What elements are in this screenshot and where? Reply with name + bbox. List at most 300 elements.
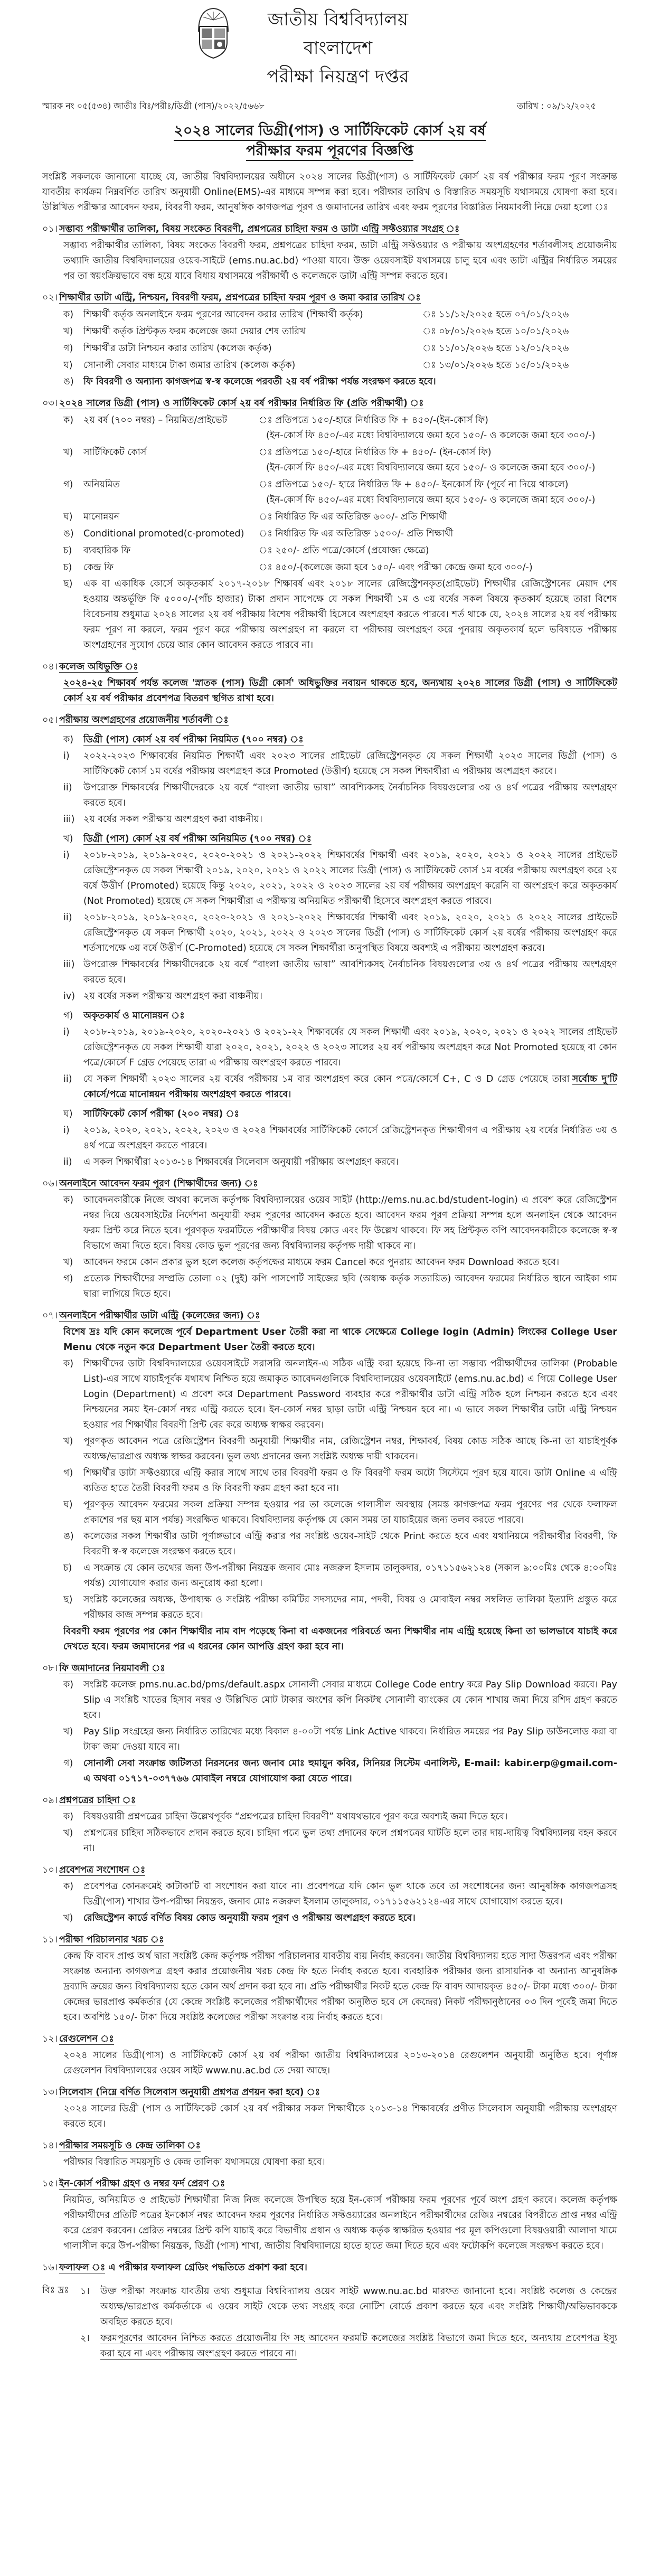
item-text-wrap: [83, 1561, 617, 1591]
row-label: [63, 341, 422, 356]
section-title-wrap: [59, 2085, 320, 2100]
row-marker: ক): [63, 309, 74, 320]
section-heading: [42, 1661, 617, 1676]
list-item: [63, 957, 617, 988]
schedule-row: [63, 324, 617, 339]
item-label: iii): [63, 814, 75, 825]
section: [42, 1932, 617, 2025]
item-text: Pay Slip সংগ্রহের জন্য নির্ধারিত তারিখের মধ্যে বিকাল ৪-০০টা পর্যন্ত Link Active থাকবে। নির্ধারিত সময়ের পর Pay Slip ডাউনলোড করা বা টাকা জমা দেওয়া যাবে না।: [83, 1726, 617, 1752]
item-text-wrap: [83, 1123, 617, 1154]
organization-name: [259, 5, 417, 91]
paragraph: [63, 2101, 617, 2132]
item-text: বিষয়ওয়ারী প্রশ্নপত্রের চাহিদা উল্লেখপূর্বক “প্রশ্নপত্রের চাহিদা বিবরণী” যথাযথভাবে পূরণ করে অবশ্যই জমা দিতে হবে।: [83, 1811, 508, 1822]
item-label: গ): [63, 1273, 73, 1284]
subsection-title: সার্টিফিকেট কোর্স পরীক্ষা (২০০ নম্বর) ঃ: [83, 1109, 239, 1119]
section-number: ০৫।: [42, 715, 58, 725]
section-body: [63, 307, 617, 390]
row-value: ঃ ১৩/০১/২০২৬ হতে ১৫/০১/২০২৬: [422, 360, 569, 371]
item-text: উপরোক্ত শিক্ষাবর্ষের শিক্ষার্থীদেরকে ২য় বর্ষে “বাংলা জাতীয় ভাষা” আবশ্যিকসহ নৈর্বাচনিক বিষয়গুলোর ৩য় ও ৪র্থ পত্রের পরীক্ষায় অংশগ্রহণ করতে হবে।: [83, 959, 617, 985]
item-text-wrap: [83, 577, 617, 653]
item-text-wrap: [83, 749, 617, 779]
list-item: [63, 1356, 617, 1433]
row-value: ঃ ১১/০১/২০২৬ হতে ১২/০১/২০২৬: [422, 343, 569, 354]
footnote-number: ২।: [80, 2333, 90, 2344]
row-value: ঃ ১১/১২/২০২৫ হতে ০৭/০১/২০২৬: [422, 309, 569, 320]
item-label: খ): [63, 1828, 73, 1838]
row-label: [63, 324, 422, 339]
item-text-wrap: [83, 1756, 617, 1787]
section-heading: [42, 1176, 617, 1192]
item-label: ঙ): [63, 1531, 74, 1542]
section-heading: [42, 222, 617, 237]
paragraph: [63, 2155, 617, 2170]
item-text: ২০১৯, ২০২০, ২০২১, ২০২২, ২০২৩ ও ২০২৪ শিক্ষাবর্ষের সার্টিফিকেট কোর্সে রেজিস্ট্রেশনকৃত শিক্ষার্থীগণ এ পরীক্ষায় ২য় বর্ষের নির্ধারিত ৩য় ও ৪র্থ পত্রে অংশগ্রহণ করতে পারবে।: [83, 1125, 617, 1151]
subsection-title-wrap: [83, 1107, 617, 1122]
row-name: Conditional promoted(c-promoted): [83, 529, 244, 539]
list-item: [63, 1879, 617, 1910]
section-title-wrap: [59, 2138, 201, 2154]
paragraph: [63, 1325, 617, 1355]
list-item: [63, 1911, 617, 1926]
item-text: সংশ্লিষ্ট কলেজ pms.nu.ac.bd/pms/default.aspx সোনালী সেবার মাধ্যমে College Code entry করে Pay Slip Download করবে। Pay Slip এ সংশ্লিষ্ট খাতের হিসাব নম্বর ও উল্লিখিত মোট টাকার অংশের কপি নিকটস্থ সোনালী ব্যাংকের যে কোন শাখায় জমা দিয়ে রশিদ গ্রহণ করতে হবে।: [83, 1679, 617, 1721]
item-label: চ): [63, 1563, 72, 1573]
item-text-wrap: [83, 1809, 617, 1825]
item-text: পূরণকৃত আবেদন ফরমের সকল প্রক্রিয়া সম্পন্ন হওয়ার পর তা কলেজে গালাসীল অবস্থায় (সমস্ত কাগজপত্র ফরম পূরণের পর থেকে ফলাফল প্রকাশের পর ছয় মাস পর্যন্ত) সংরক্ষিত থাকবে। বিশ্ববিদ্যালয় কর্তৃপক্ষ যে কোন সময় তা যাচাইয়ের জন্য তলব করতে পারবে।: [83, 1499, 617, 1525]
row-marker: খ): [63, 447, 73, 458]
section-body: [63, 1949, 617, 2025]
list-item: [63, 1826, 617, 1856]
country-name: বাংলাদেশ: [303, 37, 373, 59]
list-item: [63, 1434, 617, 1465]
row-value-wrap: [422, 358, 617, 373]
item-text-wrap: [83, 1025, 617, 1071]
paragraph-text: বিশেষ দ্রঃ যদি কোন কলেজে পূর্বে Department User তৈরী করা না থাকে সেক্ষেত্রে College login (Admin) লিংকের College User Menu থেকে নতুন করে Department User তৈরী করতে হবে।: [63, 1327, 617, 1353]
fee-row: [63, 543, 617, 559]
section-body: [63, 1879, 617, 1926]
section-heading: [42, 713, 617, 728]
fee-row: [63, 509, 617, 525]
section-number: ১৪।: [42, 2140, 58, 2151]
section-heading: [42, 2138, 617, 2154]
subsection-title: অকৃতকার্য ও মানোন্নয়ন ঃ: [83, 1011, 185, 1021]
section: [42, 659, 617, 706]
paragraph-text: পরীক্ষার বিস্তারিত সময়সূচি ও কেন্দ্র তালিকা যথাসময়ে ঘোষণা করা হবে।: [63, 2157, 325, 2167]
schedule-row: [63, 307, 617, 323]
row-value-wrap: [259, 445, 617, 476]
subsection-title-wrap: [83, 832, 617, 847]
footnote-number: ১।: [80, 2286, 90, 2297]
subsection-title-wrap: [83, 1008, 617, 1024]
row-marker: ঘ): [63, 360, 73, 371]
row-note: (ইন-কোর্স ফি ৪৫০/-এর মধ্যে বিশ্ববিদ্যালয়ে জমা হবে ১৫০/- ও কলেজে জমা হবে ৩০০/-): [266, 495, 596, 505]
item-text: ২০২২-২০২৩ শিক্ষাবর্ষের নিয়মিত শিক্ষার্থী এবং ২০২৩ সালের প্রাইভেট রেজিস্ট্রেশনকৃত যে সকল শিক্ষার্থী ২০২৩ সালের ডিগ্রী (পাস) ও সার্টিফিকেট কোর্স ১ম বর্ষের পরীক্ষায় অংশগ্রহণ করে Promoted (উত্তীর্ণ) হয়েছে সে সকল শিক্ষার্থীরা এ পরীক্ষায় অংশগ্রহণ করবে।: [83, 751, 617, 777]
section: [42, 2138, 617, 2170]
row-name: শিক্ষার্থী কর্তৃক প্রিন্টকৃত ফরম কলেজে জমা দেয়ার শেষ তারিখ: [83, 326, 306, 337]
section-number: ১০।: [42, 1865, 58, 1875]
row-value: ঃ ২৫০/- প্রতি পত্রে/কোর্সে (প্রযোজ্য ক্ষেত্রে): [259, 545, 429, 556]
memo-row: [42, 98, 617, 114]
schedule-row: [63, 341, 617, 356]
section-title: পরীক্ষার সময়সূচি ও কেন্দ্র তালিকা ঃ: [59, 2140, 201, 2151]
list-item: [63, 374, 617, 390]
item-label: ঙ): [63, 376, 74, 387]
section: [42, 396, 617, 653]
item-text-wrap: [83, 780, 617, 811]
section-title-wrap: [59, 2176, 225, 2192]
item-label: গ): [63, 1468, 73, 1478]
list-item: [63, 780, 617, 811]
paragraph: [63, 238, 617, 284]
list-item: [63, 1561, 617, 1591]
item-text: ২য় বর্ষের সকল পরীক্ষায় অংশগ্রহণ করা বাঞ্চনীয়।: [83, 814, 263, 825]
item-label: গ): [63, 1758, 73, 1769]
section: [42, 1661, 617, 1787]
paragraph-text: কেন্দ্র ফি বাবদ প্রাপ্ত অর্থ দ্বারা সংশ্লিষ্ট কেন্দ্র কর্তৃপক্ষ পরীক্ষা পরিচালনার যাবতীয় ব্যয় নির্বাহ করবেন। জাতীয় বিশ্ববিদ্যালয় হতে সাদা উত্তরপত্র এবং পরীক্ষা সংক্রান্ত অন্যান্য কাগজপত্র গ্রহণ করার প্রয়োজনীয় খরচ কেন্দ্র ফি হতে নির্বাহ করতে হবে। ব্যবহারিক পরীক্ষার জন্য রাসায়নিক বা অন্যান্য আনুষঙ্গিক দ্রব্যাদি ক্রয়ের জন্য বিশ্ববিদ্যালয় হতে কোন অর্থ প্রদান করা হবে না। প্রতি পরীক্ষার্থীর নিকট হতে কেন্দ্র ফি বাবদ আদায়কৃত ৪৫০/- টাকা মধ্যে ৩০০/- টাকা কেন্দ্রের ভারপ্রাপ্ত কর্মকর্তার (যে কেন্দ্রে সংশ্লিষ্ট কলেজের পরীক্ষার্থীদের পরীক্ষা অনুষ্ঠিত হবে সে কেন্দ্রের) নিকট পরীক্ষানুষ্ঠানের ০৩ দিন পূর্বেই জমা দিতে হবে। অবশিষ্ট ১৫০/- টাকা দিয়ে সংশ্লিষ্ট কলেজের পরীক্ষা সংক্রান্ত ব্যয় নির্বাহ করতে হবে।: [63, 1951, 617, 2023]
section-body: [63, 2048, 617, 2079]
row-value-wrap: [259, 543, 617, 559]
row-label: [63, 509, 259, 525]
list-item: [63, 1123, 617, 1154]
list-item: [63, 1677, 617, 1723]
section: [42, 2260, 617, 2276]
subsection-label: গ): [63, 1011, 73, 1021]
item-label: ক): [63, 1881, 74, 1892]
item-text: পূরণকৃত আবেদন পত্রে রেজিস্ট্রেশন বিবরণী অনুযায়ী শিক্ষার্থীর নাম, রেজিস্ট্রেশন নম্বর, শিক্ষাবর্ষ, বিষয় কোড সঠিক আছে কি-না তা যাচাইপূর্বক অধ্যক্ষ/ভারপ্রাপ্ত অধ্যক্ষ স্বাক্ষর করবেন। ভুল তথ্য প্রদানের জন্য সংশ্লিষ্ট অধ্যক্ষ দায়ী থাকবেন।: [83, 1436, 617, 1462]
row-value: ঃ নির্ধারিত ফি এর অতিরিক্ত ১৫০০/- প্রতি শিক্ষার্থী: [259, 529, 454, 539]
item-text-wrap: [83, 1497, 617, 1528]
item-text: এক বা একাধিক কোর্সে অকৃতকার্য ২০১৭-২০১৮ শিক্ষাবর্ষ এবং ২০১৮ সালের রেজিস্ট্রেশনকৃত(প্রাইভেট) শিক্ষার্থীর রেজিস্ট্রেশনের মেয়াদ শেষ হওয়ায় অন্তর্ভূক্তি ফি ৫০০০/-(পাঁচ হাজার) টাকা প্রদান সাপেক্ষে যে সকল শিক্ষার্থী ১ম ও ৩য় বর্ষের সকল বিষয়ে কৃতকার্য হয়েছে তারা বিশেষ বিবেচনায় শুধুমাত্র ২০২৪ সালের ২য় বর্ষ পরীক্ষায় বিশেষ পরীক্ষার্থী হিসেবে অংশগ্রহণ করতে পারবে। শর্ত থাকে যে, ২০২৪ সালের ২য় বর্ষ পরীক্ষায় ফরম পূরণ না করলে, ফরম পূরণ করে পরীক্ষায় অংশগ্রহণ না করলে বা পরীক্ষায় অংশগ্রহণ করে পুনরায় অকৃতকার্য হলে ভবিষ্যতে পরীক্ষায় অংশগ্রহণের সুযোগ চেয়ে আর কোন আবেদন করতে পারবে না।: [83, 579, 617, 650]
row-value: ঃ প্রতিপত্রে ১৫০/-হারে নির্ধারিত ফি + ৪৫০/- (ইন-কোর্স ফি): [259, 447, 492, 458]
section-heading: [42, 2085, 617, 2100]
section-number: ০৮।: [42, 1663, 58, 1674]
item-label: ক): [63, 1811, 74, 1822]
section-number: ১১।: [42, 1935, 58, 1945]
section-heading: [42, 2176, 617, 2192]
row-value: ঃ নির্ধারিত ফি এর অতিরিক্ত ৬০০/- প্রতি শিক্ষার্থী: [259, 512, 447, 522]
list-item: [63, 1592, 617, 1623]
section: [42, 1308, 617, 1655]
section-body: [63, 1677, 617, 1787]
section-title-wrap: [59, 1932, 164, 1948]
intro-paragraph: সংশ্লিষ্ট সকলকে জানানো যাচ্ছে যে, জাতীয় বিশ্ববিদ্যালয়ের অধীনে ২০২৪ সালের ডিগ্রী(পাস) ও সার্টিফিকেট কোর্স ২য় বর্ষ পরীক্ষার ফরম পূরণ সংক্রান্ত যাবতীয় কার্যক্রম নিম্নবর্ণিত তারিখ অনুযায়ী Online(EMS)-এর মাধ্যমে সম্পন্ন করা হবে। পরীক্ষার তারিখ ও বিস্তারিত সময়সূচি যথাসময়ে ঘোষণা করা হবে। উল্লিখিত পরীক্ষার আবেদন ফরম, বিবরণী ফরম, আনুষঙ্গিক কাগজপত্র পূরণ ও জমাদানের তারিখ এবং ফরম পূরণের বিস্তারিত নিয়মাবলী নিম্নে দেয়া হলো ঃ: [42, 172, 617, 213]
list-item: [63, 1072, 617, 1102]
item-text-wrap: [83, 1271, 617, 1302]
paragraph-text: ২০২৪ সালের ডিগ্রী(পাস) ও সার্টিফিকেট কোর্স ২য় বর্ষ পরীক্ষা জাতীয় বিশ্ববিদ্যালয়ের ২০১৩-২০১৪ রেগুলেশন অনুযায়ী অনুষ্ঠিত হবে। পূর্ণাঙ্গ রেগুলেশন বিশ্ববিদ্যালয়ের ওয়েব সাইট www.nu.ac.bd তে দেয়া আছে।: [63, 2050, 617, 2076]
footnote-text: উক্ত পরীক্ষা সংক্রান্ত যাবতীয় তথ্য শুধুমাত্র বিশ্ববিদ্যালয় ওয়েব সাইট www.nu.ac.bd মারফত জানানো হবে। সংশ্লিষ্ট কলেজ ও কেন্দ্রের অধ্যক্ষ/ভারপ্রাপ্ত কর্মকর্তাকে এ ওয়েব সাইট থেকে তথ্য সংগ্রহ করে নোটিশ বোর্ডে প্রকাশ করতে হবে এবং সংশ্লিষ্ট শিক্ষার্থী/অভিভাবককে অবহিত করতে হবে।: [100, 2286, 617, 2327]
item-text: এ সকল শিক্ষার্থীরা ২০১৩-১৪ শিক্ষাবর্ষের সিলেবাস অনুযায়ী পরীক্ষায় অংশগ্রহণ করবে।: [83, 1157, 399, 1167]
item-label: iv): [63, 991, 76, 1002]
item-label: i): [63, 850, 70, 861]
section-title-wrap: [59, 1176, 258, 1192]
item-text-wrap: [83, 989, 617, 1004]
fee-row: [63, 560, 617, 575]
item-text-wrap: [83, 957, 617, 988]
list-item: [63, 1724, 617, 1755]
section-title-wrap: [59, 222, 459, 237]
section-body: [63, 413, 617, 653]
row-marker: ঘ): [63, 512, 73, 522]
item-text-wrap: [83, 1529, 617, 1560]
section: [42, 290, 617, 390]
section-number: ০১।: [42, 224, 58, 234]
university-seal-icon: [195, 5, 231, 60]
section-title: পরীক্ষা পরিচালনার খরচ ঃ: [59, 1935, 164, 1945]
item-text-wrap: [83, 1677, 617, 1723]
fee-row: [63, 477, 617, 508]
row-value-wrap: [259, 509, 617, 525]
section-inline-text: এ পরীক্ষার ফলাফল গ্রেডিং পদ্ধতিতে প্রকাশ করা হবে।: [108, 2262, 307, 2273]
section: [42, 713, 617, 1170]
section-number: ০৪।: [42, 662, 58, 672]
item-text: রেজিস্ট্রেশন কার্ডে বর্ণিত বিষয় কোড অনুযায়ী ফরম পূরণ ও পরীক্ষায় অংশগ্রহণ করতে হবে।: [83, 1913, 416, 1923]
item-text-wrap: [83, 1356, 617, 1433]
section-body: [63, 676, 617, 706]
section-title: ফলাফল ঃ: [59, 2262, 106, 2273]
paragraph: [63, 1949, 617, 2025]
list-item: [63, 910, 617, 956]
item-label: ii): [63, 1157, 72, 1167]
row-note: (ইন-কোর্স ফি ৪৫০/-এর মধ্যে বিশ্ববিদ্যালয়ে জমা হবে ১৫০/- ও কলেজে জমা হবে ৩০০/-): [266, 430, 596, 441]
section: [42, 2085, 617, 2132]
section-title: সম্ভাব্য পরীক্ষার্থীর তালিকা, বিষয় সংকেত বিবরণী, প্রশ্নপত্রের চাহিদা ফরম ও ডাটা এন্ট্রি সফ্টওয়্যার সংগ্রহ ঃ: [59, 224, 460, 234]
row-marker: চ): [63, 545, 72, 556]
row-label: [63, 526, 259, 542]
item-text: ২০১৮-২০১৯, ২০১৯-২০২০, ২০২০-২০২১ ও ২০২১-২০২২ শিক্ষাবর্ষের শিক্ষার্থী এবং ২০১৯, ২০২০, ২০২১ ও ২০২২ সালের প্রাইভেট রেজিস্ট্রেশনকৃত যে সকল শিক্ষার্থী ২০১৯, ২০২০, ২০২১ ও ২০২২ সালের ডিগ্রী (পাস) ও সার্টিফিকেট কোর্স ১ম বর্ষের পরীক্ষায় অংশগ্রহণ করে ২য় বর্ষে উত্তীর্ণ (Promoted) হয়েছে কিন্তু ২০২০, ২০২১, ২০২২ ও ২০২৩ সালের ২য় বর্ষ পরীক্ষায় অংশগ্রহণ করেনি বা অংশগ্রহণ করে অকৃতকার্য (Not Promoted) হয়েছে সে সকল শিক্ষার্থীরা এ পরীক্ষায় অনিয়মিত পরীক্ষার্থী হিসেবে অংশগ্রহণ করতে পারবে।: [83, 850, 617, 907]
item-label: খ): [63, 1913, 73, 1923]
section-title: শিক্ষার্থীর ডাটা এন্ট্রি, নিশ্চয়ন, বিবরণী ফরম, প্রশ্নপত্রের চাহিদা ফরম পূরণ ও জমা করার তারিখ ঃ: [59, 292, 421, 303]
section-heading: [42, 1932, 617, 1948]
section-heading: [42, 1308, 617, 1324]
section-body: [63, 2193, 617, 2254]
row-value: ঃ ৪৫০/-(কলেজে জমা হবে ১৫০/- এবং পরীক্ষা কেন্দ্রে জমা হবে ৩০০/-): [259, 562, 533, 573]
list-item: [63, 749, 617, 779]
row-label: [63, 307, 422, 323]
section-title-wrap: [59, 396, 423, 411]
row-value-wrap: [259, 413, 617, 444]
section-heading: [42, 1793, 617, 1808]
paragraph-text: সম্ভাব্য পরীক্ষার্থীর তালিকা, বিষয় সংকেত বিবরণী ফরম, প্রশ্নপত্রের চাহিদা ফরম, ডাটা এন্ট্রি সফ্টওয়্যার ও পরীক্ষায় অংশগ্রহণের শর্তাবলীসহ প্রয়োজনীয় তথ্যাদি জাতীয় বিশ্ববিদ্যালয়ের ওয়েব-সাইটে (ems.nu.ac.bd) পাওয়া যাবে। উক্ত ওয়েবসাইট যথাসময়ে চালু হবে এবং ডাটা এন্ট্রির নির্ধারিত সময়ের পর তা স্বয়ংক্রিয়ভাবে বন্ধ হয়ে যাবে বিধায় যথাসময়ে পরীক্ষার্থী ও কলেজকে ডাটা এন্ট্রি সম্পন্ন করতে হবে।: [63, 240, 617, 281]
section: [42, 2032, 617, 2079]
item-text: ফি বিবরণী ও অন্যান্য কাগজপত্র স্ব-স্ব কলেজে পরবর্তী ২য় বর্ষ পরীক্ষা পর্যন্ত সংরক্ষণ করতে হবে।: [83, 376, 436, 387]
section-title: কলেজ অধিভুক্তি ঃ: [59, 662, 138, 672]
footnote-item: [80, 2331, 617, 2362]
row-name: শিক্ষার্থীর ডাটা নিশ্চয়ন করার তারিখ (কলেজ কর্তৃক): [83, 343, 272, 354]
list-item: [63, 812, 617, 827]
row-value-wrap: [422, 341, 617, 356]
row-value: ঃ প্রতিপত্রে ১৫০/- হারে নির্ধারিত ফি + ৪৫০/- ইনকোর্স ফি (পূর্বে না দিয়ে থাকলে): [259, 479, 569, 490]
section-number: ০২।: [42, 292, 58, 303]
title-line-2: পরীক্ষার ফরম পূরণের বিজ্ঞপ্তি: [246, 143, 413, 161]
section-title: ফি জমাদানের নিয়মাবলী ঃ: [59, 1663, 165, 1674]
subsection-title: ডিগ্রী (পাস) কোর্স ২য় বর্ষ পরীক্ষা অনিয়মিত (৭০০ নম্বর) ঃ: [83, 834, 312, 844]
item-text-wrap: [83, 1592, 617, 1623]
memo-number: স্মারক নং ০৫(৫৩৪) জাতীঃ বিঃ/পরীঃ/ডিগ্রী (পাস)/২০২২/৫৬৬৮: [42, 101, 265, 111]
item-label: ii): [63, 1074, 72, 1084]
row-name: শিক্ষার্থী কর্তৃক অনলাইনে ফরম পূরণের আবেদন করার তারিখ (শিক্ষার্থী কর্তৃক): [83, 309, 363, 320]
item-text-wrap: [83, 374, 617, 390]
section-title-wrap: [59, 1308, 260, 1324]
subsection-title: ডিগ্রী (পাস) কোর্স ২য় বর্ষ পরীক্ষা নিয়মিত (৭০০ নম্বর) ঃ: [83, 734, 304, 745]
issue-date: তারিখ : ০৯/১২/২০২৫: [516, 101, 596, 111]
fee-row: [63, 413, 617, 444]
row-name: ২য় বর্ষ (৭০০ নম্বর) – নিয়মিত/প্রাইভেট: [83, 415, 228, 426]
row-marker: গ): [63, 479, 73, 490]
section-title-wrap: [59, 1793, 136, 1808]
item-text: এ সংক্রান্ত যে কোন তথ্যের জন্য উপ-পরীক্ষা নিয়ন্ত্রক জনাব মোঃ নজরুল ইসলাম তালুকদার, ০১৭১১৫৬২১২৪ (সকাল ৯:০০মিঃ থেকে ৪:০০মিঃ পর্যন্ত) যোগাযোগ করার জন্য অনুরোধ করা হলো।: [83, 1563, 617, 1589]
section-body: [63, 238, 617, 284]
row-name: সোনালী সেবার মাধ্যমে টাকা জমার তারিখ (কলেজ কর্তৃক): [83, 360, 296, 371]
list-item: [63, 848, 617, 909]
section-body: [63, 1809, 617, 1856]
subsection-title-wrap: [83, 732, 617, 748]
item-label: ক): [63, 1679, 74, 1690]
sections: [42, 222, 617, 2276]
item-text: শিক্ষার্থীর ডাটা সফ্টওয়্যারে এন্ট্রি করার সাথে সাথে তার বিবরণী ফরম ও ফি বিবরণী ফরম অটো সিস্টেমে পূরণ হয়ে যাবে। ডাটা Online এ এন্ট্রি ব্যতিত হাতে তৈরী বিবরণী ফরম ও ফি বিবরণী ফরম গ্রহণ করা হবে না।: [83, 1468, 617, 1494]
row-value-wrap: [422, 324, 617, 339]
section-heading: [42, 2032, 617, 2047]
section-number: ০৭।: [42, 1310, 58, 1321]
section-body: [63, 2155, 617, 2170]
section: [42, 2176, 617, 2254]
row-marker: খ): [63, 326, 73, 337]
paragraph-text: নিয়মিত, অনিয়মিত ও প্রাইভেট শিক্ষার্থীরা নিজ নিজ কলেজে উপস্থিত হয়ে ইন-কোর্স পরীক্ষায় ফরম পূরণের পূর্বে অংশ গ্রহণ করবে। কলেজ কর্তৃপক্ষ পরীক্ষার্থীদের প্রতিটি পত্রের ইনকোর্স নম্বর আবেদন ফরম পূরণের নির্ধারিত সফ্টওয়্যারের অনলাইনে পরীক্ষার্থীদের রেজিঃ নম্বরের বিপরীতে প্রাপ্ত নম্বর এন্ট্রি করে প্রেরণ করবেন। প্রেরিত নম্বরের প্রিন্ট কপি যাচাই করে বিভাগীয় প্রধান ও অধ্যক্ষ কর্তৃক স্বাক্ষরিত হওয়ার পর মূল কপিগুলো বিষয়ওয়ারী আলাদা খামে গালাসীল করে উপ-পরীক্ষা নিয়ন্ত্রক, ডিগ্রী (পাস) শাখা, জাতীয় বিশ্ববিদ্যালয়ে হাতে হাতে জমা দিতে হবে এবং ফটোকপি কলেজে সংরক্ষণ করতে হবে।: [63, 2195, 617, 2251]
item-label: ii): [63, 912, 72, 923]
paragraph-text: ২০২৪ সালের ডিগ্রী (পাস ও সার্টিফিকেট কোর্স ২য় বর্ষ পরীক্ষার সকল শিক্ষার্থীকে ২০১৩-১৪ শিক্ষাবর্ষের প্রণীত সিলেবাস অনুযায়ী পরীক্ষায় অংশগ্রহণ করতে হবে।: [63, 2103, 617, 2129]
list-item: [63, 1155, 617, 1170]
section: [42, 1176, 617, 1302]
title-line-1: ২০২৪ সালের ডিগ্রী(পাস) ও সার্টিফিকেট কোর্স ২য় বর্ষ: [174, 122, 485, 141]
list-item: [63, 989, 617, 1004]
item-text-wrap: [83, 812, 617, 827]
subsection-heading: [63, 1008, 617, 1024]
section-heading: [42, 396, 617, 411]
section-title: অনলাইনে আবেদন ফরম পূরণ (শিক্ষার্থীদের জন্য) ঃ: [59, 1178, 258, 1189]
item-text-wrap: [83, 1255, 617, 1270]
item-text-wrap: [83, 1466, 617, 1496]
section-number: ০৯।: [42, 1795, 58, 1806]
item-text-wrap: [83, 848, 617, 909]
item-text: কলেজের সকল শিক্ষার্থীর ডাটা পূর্ণাঙ্গভাবে এন্ট্রি করার পর সংশ্লিষ্ট ওয়েব-সাইট থেকে Print করতে হবে এবং যথানিয়মে পরীক্ষার্থীর বিবরণী, ফি বিবরণী স্ব-স্ব কলেজে সংরক্ষণ করতে হবে।: [83, 1531, 617, 1557]
item-text: সংশ্লিষ্ট কলেজের অধ্যক্ষ, উপাধ্যক্ষ ও সংশ্লিষ্ট পরীক্ষা কমিটির সদস্যদের নাম, পদবী, বিষয় ও মোবাইল নম্বর সম্বলিত তালিকা ইত্যাদি প্রস্তুত করে পরীক্ষার কাজ সম্পন্ন করতে হবে।: [83, 1594, 617, 1620]
item-text: প্রশ্নপত্রের চাহিদা সঠিকভাবে প্রদান করতে হবে। চাহিদা পত্রে ভুল তথ্য প্রদানের ফলে প্রশ্নপত্রের ঘাটতি হলে তার দায়-দায়িত্ব বিশ্ববিদ্যালয় বহন করবে না।: [83, 1828, 617, 1854]
item-text: যে সকল শিক্ষার্থী ২০২৩ সালের ২য় বর্ষের পরীক্ষায় ১ম বার অংশগ্রহণ করে কোন পত্রে/কোর্সে C+, C ও D গ্রেড পেয়েছে তারা: [83, 1074, 570, 1084]
item-text-wrap: [83, 1193, 617, 1254]
item-text: ২০১৮-২০১৯, ২০১৯-২০২০, ২০২০-২০২১ ও ২০২১-২০২২ শিক্ষাবর্ষের শিক্ষার্থী এবং ২০১৯, ২০২০, ২০২১ ও ২০২২ সালের প্রাইভেট রেজিস্ট্রেশনকৃত যে সকল শিক্ষার্থী ২০২০, ২০২১, ২০২২ ও ২০২৩ সালের ডিগ্রী (পাস) ও সার্টিফিকেট কোর্স ২য় বর্ষের পরীক্ষায় অংশগ্রহণ করে শর্তসাপেক্ষে ৩য় বর্ষে উত্তীর্ণ (C-Promoted) হয়েছে সে সকল শিক্ষার্থীরা অনুপস্থিত বিষয়ে অবশ্যই এ পরীক্ষায় অংশগ্রহণ করবে।: [83, 912, 617, 954]
item-label: খ): [63, 1726, 73, 1737]
section-number: ০৬।: [42, 1178, 58, 1189]
row-marker: ক): [63, 415, 74, 426]
fee-row: [63, 445, 617, 476]
list-item: [63, 1497, 617, 1528]
section-title-wrap: [59, 290, 421, 306]
schedule-row: [63, 358, 617, 373]
paragraph: [63, 1624, 617, 1655]
subsection-heading: [63, 732, 617, 748]
row-name: কেন্দ্র ফি: [83, 562, 114, 573]
footnote-label: বিঃ দ্রঃ: [42, 2285, 69, 2296]
section-title: পরীক্ষায় অংশগ্রহণের প্রয়োজনীয় শর্তাবলী ঃ: [59, 715, 229, 725]
list-item: [63, 1529, 617, 1560]
row-marker: চ): [63, 562, 72, 573]
university-name: জাতীয় বিশ্ববিদ্যালয়: [267, 9, 408, 30]
section-title-wrap: [59, 1863, 145, 1878]
section-body: [63, 1325, 617, 1655]
subsection-label: ঘ): [63, 1109, 73, 1119]
row-value-wrap: [259, 477, 617, 508]
section-title-wrap: [59, 659, 138, 675]
section-title: ২০২৪ সালের ডিগ্রী (পাস) ও সার্টিফিকেট কোর্স ২য় বর্ষ পরীক্ষার নির্ধারিত ফি (প্রতি পরীক্ষার্থী) ঃ: [59, 398, 424, 409]
row-label: [63, 445, 259, 476]
section-number: ১৩।: [42, 2087, 58, 2098]
section: [42, 1863, 617, 1926]
row-marker: ঙ): [63, 529, 74, 539]
item-text-wrap: [83, 1724, 617, 1755]
footnote-text-wrap: [100, 2331, 617, 2362]
item-text: প্রত্যেক শিক্ষার্থীদের সম্প্রতি তোলা ০২ (দুই) কপি পাসপোর্ট সাইজের ছবি (অধ্যক্ষ কর্তৃক সত্যায়িত) আবেদন ফরমের নির্ধারিত স্থানে আইকা গাম দ্বারা লাগিয়ে দিতে হবে।: [83, 1273, 617, 1299]
section: [42, 1793, 617, 1856]
paragraph: [63, 2048, 617, 2079]
item-text: আবেদন ফরমে কোন প্রকার ভুল হলে কলেজ কর্তৃপক্ষের মাধ্যমে ফরম Cancel করে পুনরায় আবেদন ফরম Download করতে হবে।: [83, 1257, 560, 1268]
section: [42, 222, 617, 284]
list-item: [63, 1271, 617, 1302]
row-label: [63, 560, 259, 575]
section-heading: [42, 2260, 617, 2276]
item-text-wrap: [83, 1155, 617, 1170]
section-title: প্রবেশপত্র সংশোধন ঃ: [59, 1865, 146, 1875]
item-text-wrap: [83, 910, 617, 956]
subsection-label: খ): [63, 834, 73, 844]
row-value-wrap: [259, 560, 617, 575]
section-heading: [42, 290, 617, 306]
subsection-heading: [63, 1107, 617, 1122]
item-text: ২০১৮-২০১৯, ২০১৯-২০২০, ২০২০-২০২১ ও ২০২১-২২ শিক্ষাবর্ষের যে সকল শিক্ষার্থী এবং ২০১৯, ২০২০, ২০২১ ও ২০২২ সালের প্রাইভেট রেজিস্ট্রেশনকৃত যে সকল শিক্ষার্থী যারা ২০২০, ২০২১, ২০২২ ও ২০২৩ সালের ২য় বর্ষ পরীক্ষায় অংশগ্রহণ করে Not Promoted হয়েছে বা কোন পত্রে/কোর্সে F গ্রেড পেয়েছে তারা এ পরীক্ষায় অংশগ্রহণ করতে পারবে।: [83, 1027, 617, 1068]
section-heading: [42, 1863, 617, 1878]
item-text: উপরোক্ত শিক্ষাবর্ষের শিক্ষার্থীদেরকে ২য় বর্ষে “বাংলা জাতীয় ভাষা” আবশ্যিকসহ নৈর্বাচনিক বিষয়গুলোর ৩য় ও ৪র্থ পত্রের পরীক্ষায় অংশগ্রহণ করতে হবে।: [83, 782, 617, 808]
fee-row: [63, 526, 617, 542]
notice-title: [42, 121, 617, 161]
paragraph: [63, 2193, 617, 2254]
row-value: ঃ ০৮/০১/২০২৬ হতে ১০/০১/২০২৬: [422, 326, 569, 337]
list-item: [63, 1809, 617, 1825]
section-title-wrap: [59, 2260, 307, 2276]
item-text: ২য় বর্ষের সকল পরীক্ষায় অংশগ্রহণ করা বাঞ্চনীয়।: [83, 991, 263, 1002]
section-body: [63, 1193, 617, 1302]
row-name: অনিয়মিত: [83, 479, 120, 490]
item-label: i): [63, 1027, 70, 1037]
item-label: খ): [63, 1436, 73, 1447]
section-title-wrap: [59, 1661, 165, 1676]
footnote-text: ফরমপূরণের আবেদন নিশ্চিত করতে প্রয়োজনীয় ফি সহ আবেদন ফরমটি কলেজের সংশ্লিষ্ট বিভাগে জমা দিতে হবে, অন্যথায় প্রবেশপত্র ইস্যু করা হবে না এবং পরীক্ষায় অংশগ্রহণ করতে পারবে না।: [100, 2333, 617, 2359]
item-text-wrap: [83, 1072, 617, 1102]
footnote-text-wrap: [100, 2284, 617, 2330]
section-number: ১৫।: [42, 2178, 58, 2189]
section-number: ১২।: [42, 2034, 58, 2044]
list-item: [63, 1255, 617, 1270]
section-title: ইন-কোর্স পরীক্ষা গ্রহণ ও নম্বর ফর্দ প্রেরণ ঃ: [59, 2178, 225, 2189]
section-number: ০৩।: [42, 398, 58, 409]
item-text: সোনালী সেবা সংক্রান্ত জটিলতা নিরসনের জন্য জনাব মোঃ হুমায়ুন কবির, সিনিয়র সিস্টেম এনালিস্ট, E-mail: kabir.erp@gmail.com-এ অথবা ০১৭১৭-০৩৭৭৬৬ মোবাইল নম্বরে যোগাযোগ করা যেতে পারে।: [83, 1758, 617, 1784]
item-text: শিক্ষার্থীদের ডাটা বিশ্ববিদ্যালয়ের ওয়েবসাইটে সরাসরি অনলাইন-এ সঠিক এন্ট্রি করা হয়েছে কি-না তা সম্ভাব্য পরীক্ষার্থীদের তালিকা (Probable List)-এর সাথে যাচাইপূর্বক যথাযথ নিশ্চিত হয়ে জমাকৃত আবেদনগুলিকে বিশ্ববিদ্যালয়ের ওয়েবসাইটে (ems.nu.ac.bd) এ গিয়ে College User Login (Department) এ প্রবেশ করে Department Password ব্যবহার করে পরীক্ষার্থীর ডাটা এন্ট্রি সঠিক হলে নিশ্চয়ন করতে হবে এবং নিশ্চয়নের সময় ইন-কোর্স নম্বর এন্ট্রি করতে হবে। ইন-কোর্স নম্বর ছাড়া ডাটা এন্ট্রি নিশ্চয়ন হবে না। এ ভাবে সকল শিক্ষার্থীর ডাটা এন্ট্রি নিশ্চয়ন হওয়ার পর শিক্ষার্থীর বিবরণী প্রিন্ট বের করে অধ্যক্ষ স্বাক্ষর করবেন।: [83, 1358, 617, 1430]
section-title-wrap: [59, 2032, 114, 2047]
item-label: খ): [63, 1257, 73, 1268]
row-marker: গ): [63, 343, 73, 354]
list-item: [63, 1025, 617, 1071]
row-value: ঃ প্রতিপত্রে ১৫০/-হারে নির্ধারিত ফি + ৪৫০/-(ইন-কোর্স ফি): [259, 415, 488, 426]
paragraph-text: ২০২৪-২৫ শিক্ষাবর্ষ পর্যন্ত কলেজ 'স্নাতক (পাস) ডিগ্রী কোর্স' অধিভুক্তির নবায়ন থাকতে হবে, অন্যথায় ২০২৪ সালের ডিগ্রী (পাস) ও সার্টিফিকেট কোর্স ২য় বর্ষ পরীক্ষার প্রবেশপত্র বিতরণ স্থগিত রাখা হবে।: [63, 678, 617, 704]
row-value-wrap: [259, 526, 617, 542]
item-label: iii): [63, 959, 75, 970]
item-text-wrap: [83, 1826, 617, 1856]
